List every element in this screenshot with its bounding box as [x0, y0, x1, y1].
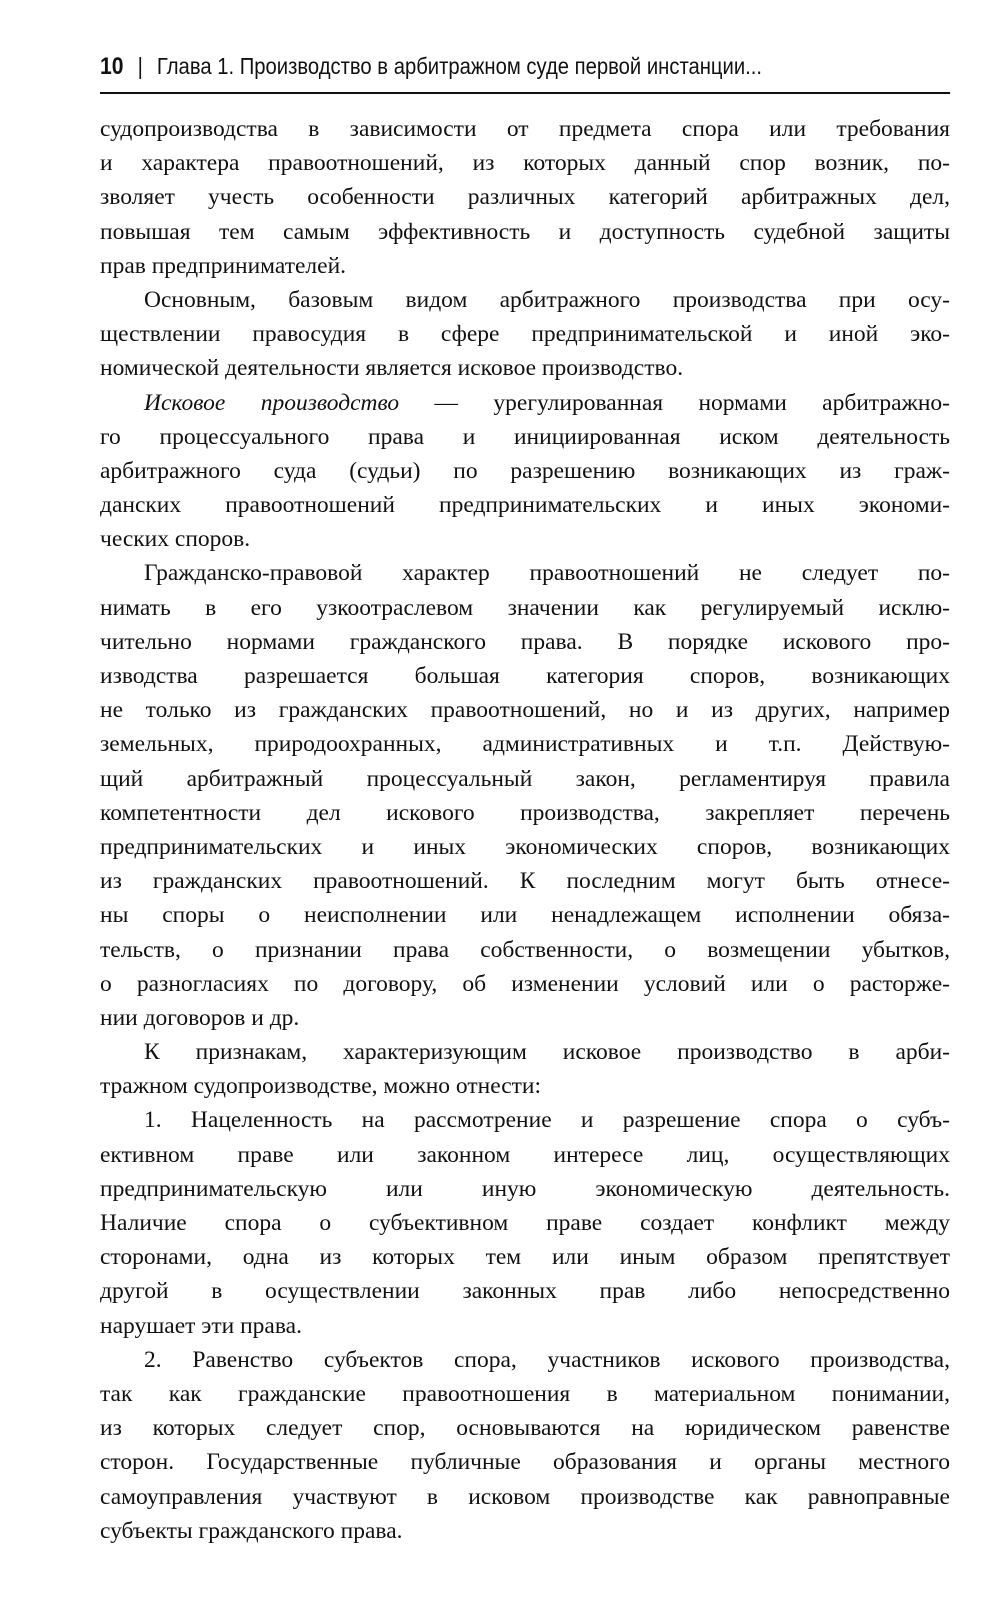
- text-line: ективном праве или законном интересе лиц, осуществляющих: [100, 1141, 950, 1168]
- text-line: о разногласиях по договору, об изменении условий или о расторже-: [100, 970, 950, 997]
- text-line: тельств, о признании права собственности, о возмещении убытков,: [100, 936, 950, 963]
- text-line: предпринимательскую или иную экономическую деятельность.: [100, 1175, 950, 1202]
- chapter-title: Глава 1. Производство в арбитражном суде первой инстанции...: [156, 53, 762, 79]
- text-line: из которых следует спор, основываются на юридическом равенстве: [100, 1415, 950, 1442]
- defined-term: Исковое производство: [144, 389, 400, 416]
- text-line: самоуправления участвуют в исковом производстве как равноправные: [100, 1483, 950, 1510]
- paragraph-2: [100, 283, 950, 386]
- text-line: зволяет учесть особенности различных категорий арбитражных дел,: [100, 184, 950, 211]
- text-line: сторон. Государственные публичные образования и органы местного: [100, 1449, 950, 1476]
- text-line: прав предпринимателей.: [100, 252, 347, 279]
- text-line: К признакам, характеризующим исковое производство в арби-: [144, 1039, 950, 1066]
- paragraph-4: [100, 556, 950, 1035]
- text-line: ществлении правосудия в сфере предпринимательской и иной эко-: [100, 321, 950, 348]
- text-line: предпринимательских и иных экономических споров, возникающих: [100, 833, 950, 860]
- text-line: Наличие спора о субъективном праве создает конфликт между: [100, 1210, 950, 1236]
- text-line: нимать в его узкоотраслевом значении как регулируемый исклю-: [100, 594, 950, 621]
- text-line: не только из гражданских правоотношений, но и из других, например: [100, 697, 950, 724]
- text-line: 2. Равенство субъектов спора, участников искового производства,: [144, 1346, 950, 1373]
- header-separator: |: [137, 53, 143, 79]
- text-line: сторонами, одна из которых тем или иным образом препятствует: [100, 1244, 950, 1271]
- text-line: другой в осуществлении законных прав либо непосредственно: [100, 1278, 950, 1305]
- text-line: чительно нормами гражданского права. В порядке искового про-: [100, 628, 950, 655]
- text-line: щий арбитражный процессуальный закон, регламентируя правила: [100, 765, 950, 792]
- text-line: тражном судопроизводстве, можно отнести:: [100, 1073, 542, 1100]
- text-line: нии договоров и др.: [100, 1004, 300, 1031]
- page-number: 10: [100, 53, 124, 80]
- text-line: [100, 386, 950, 420]
- text-line: го процессуального права и инициированная иском деятельность: [100, 423, 950, 450]
- text-line: земельных, природоохранных, административных и т.п. Действую-: [100, 731, 950, 758]
- text-line: 1. Нацеленность на рассмотрение и разрешение спора о субъ-: [144, 1107, 950, 1134]
- text-line: из гражданских правоотношений. К последним могут быть отнесе-: [100, 868, 950, 895]
- text-line: компетентности дел искового производства, закрепляет перечень: [100, 799, 950, 826]
- text-line: ческих споров.: [100, 526, 251, 553]
- text-line: судопроизводства в зависимости от предмета спора или требования: [100, 116, 950, 142]
- text-line: так как гражданские правоотношения в материальном понимании,: [100, 1380, 950, 1407]
- text-line: субъекты гражданского права.: [100, 1517, 403, 1544]
- text-line: арбитражного суда (судьи) по разрешению возникающих из граж-: [100, 457, 950, 484]
- body-text: [100, 112, 950, 1548]
- text-line: изводства разрешается большая категория споров, возникающих: [100, 663, 950, 689]
- list-item-1: [100, 1103, 950, 1342]
- text-line: нарушает эти права.: [100, 1312, 302, 1339]
- text-line: повышая тем самым эффективность и доступность судебной защиты: [100, 218, 950, 245]
- running-header: [100, 48, 950, 94]
- definition-start: — урегулированная нормами арбитражно-: [399, 389, 950, 416]
- paragraph-1: [100, 112, 950, 283]
- text-line: данских правоотношений предпринимательских и иных экономи-: [100, 492, 950, 519]
- text-line: Основным, базовым видом арбитражного производства при осу-: [144, 286, 950, 313]
- paragraph-3-definition: [100, 386, 950, 557]
- text-line: Гражданско-правовой характер правоотношений не следует по-: [144, 560, 950, 587]
- text-line: номической деятельности является исковое производство.: [100, 355, 684, 382]
- text-line: и характера правоотношений, из которых данный спор возник, по-: [100, 150, 950, 177]
- list-item-2: [100, 1343, 950, 1548]
- paragraph-5: [100, 1035, 950, 1103]
- text-line: ны споры о неисполнении или ненадлежащем исполнении обяза-: [100, 902, 950, 929]
